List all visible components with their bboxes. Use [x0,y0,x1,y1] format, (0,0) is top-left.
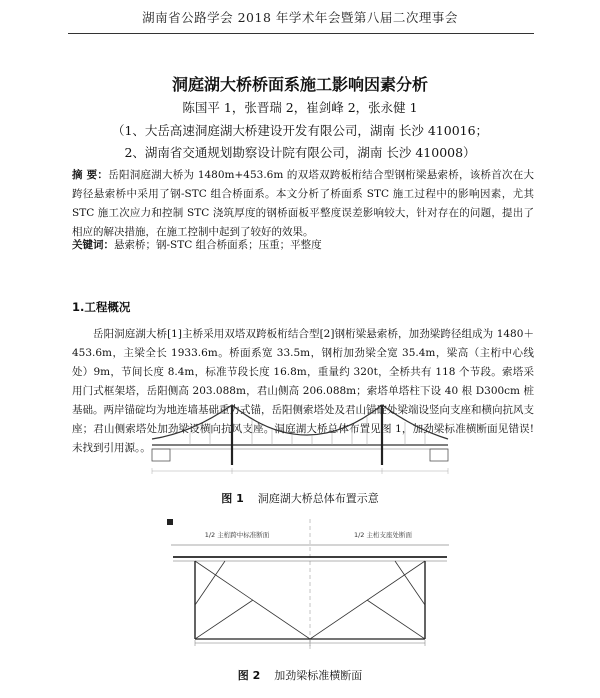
figure-2-caption [0,667,600,683]
figure-1-caption [0,490,600,506]
section-body: 岳阳洞庭湖大桥[1]主桥采用双塔双跨板桁结合型[2]钢桁梁悬索桥，加劲梁跨径组成为 1480＋453.6m，主梁全长 1933.6m。桥面系宽 33.5m，钢桁加劲梁全宽 35.4m，梁高（主桁中心线处）9m，节间长度 8.4m，标准节段长度 16.8m，重量约 320t，全桥共有 118 个节段。索塔采用门式框架塔，岳阳侧高 203.088m，君山侧高 206.088m；索塔单塔柱下设 40 根 D300cm 桩基础。两岸锚碇均为地连墙基础重力式锚，岳阳侧索塔处及君山锚碇处梁端设竖向支座和横向抗风支座；君山侧索塔处加劲梁设横向抗风支座。洞庭湖大桥总体布置见图 1，加劲梁标准横断面见错误!未找到引用源。。 [72,328,534,454]
anchorage-right [430,449,448,461]
paper-title: 洞庭湖大桥桥面系施工影响因素分析 [171,75,428,94]
figure-1-number: 图 1 [221,492,244,505]
authors: 陈国平 1，张晋瑞 2，崔剑峰 2，张永健 1 [182,100,418,115]
figure-1-caption-text: 洞庭湖大桥总体布置示意 [257,492,379,505]
keywords [72,236,534,255]
figure-2-caption-text: 加劲梁标准横断面 [274,669,363,682]
hangers [190,417,425,445]
affiliation-1: （1、大岳高速洞庭湖大桥建设开发有限公司，湖南 长沙 410016； [111,123,489,138]
figure-1-drawing [150,393,450,478]
abstract-text: 岳阳洞庭湖大桥为 1480m+453.6m 的双塔双跨板桁结合型钢桁梁悬索桥，该桥首次在大跨径悬索桥中采用了钢-STC 组合桥面系。本文分析了桥面系 STC 施工过程中的影响因素，尤其 STC 施工次应力和控制 STC 浇筑厚度的钢桥面板平整度误差影响较大，针对存在的问题，提出了相应的解决措施，在施工控制中起到了较好的效果。 [72,169,535,238]
main-cable [152,405,448,439]
abstract-label: 摘 要： [72,169,109,181]
section-heading: 1.工程概况 [72,300,131,314]
registration-mark [167,519,173,525]
figure-2-drawing [165,515,455,655]
figure-2-left-label: 1/2 主桁跨中标准断面 [204,531,270,539]
keywords-text: 悬索桥；钢-STC 组合桥面系；压重；平整度 [114,239,322,251]
affiliation-2: 2、湖南省交通规划勘察设计院有限公司，湖南 长沙 410008） [124,145,476,160]
abstract [72,166,534,242]
figure-2-number: 图 2 [237,669,261,682]
header-rule [68,33,534,34]
running-head: 湖南省公路学会 2018 年学术年会暨第八届二次理事会 [142,10,458,25]
anchorage-left [152,449,170,461]
figure-2-right-label: 1/2 主桁支座处断面 [353,531,413,539]
keywords-label: 关键词： [72,239,114,251]
